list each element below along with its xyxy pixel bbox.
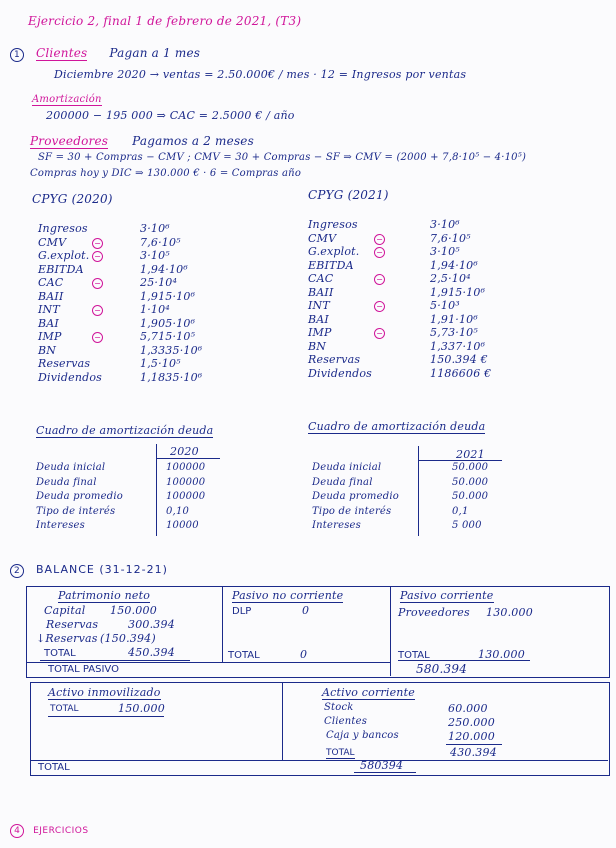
cpyg-row-value: 3·10⁵ (430, 245, 460, 258)
deuda-row-value: 10000 (166, 520, 199, 531)
cpyg-row-value: 1,5·10⁵ (140, 357, 181, 370)
ejercicios-label: EJERCICIOS (33, 826, 89, 836)
cpyg-row-value: 5,73·10⁵ (430, 326, 478, 339)
cpyg-row-label: BAI (308, 312, 329, 326)
minus-circle-icon: − (92, 332, 103, 343)
pn-row-label: Capital (44, 604, 86, 617)
section-1-header (10, 46, 200, 62)
section-number: 4 (10, 824, 24, 838)
cpyg-row-value: 1,915·10⁶ (430, 285, 486, 299)
cpyg-row-value: 1,905·10⁶ (140, 316, 196, 330)
cpyg-row-label: Dividendos (38, 370, 103, 384)
anc-header: Activo inmovilizado (48, 686, 161, 699)
cpyg-row-label: CMV (308, 231, 337, 245)
cpyg-row-value: 1,1835·10⁶ (140, 370, 203, 384)
section-4-header (10, 818, 89, 838)
minus-circle-icon: − (92, 305, 103, 316)
cpyg-row-label: IMP (38, 330, 62, 343)
deuda-row-label: Intereses (36, 520, 86, 531)
deuda-row-label: Deuda promedio (36, 491, 123, 502)
cpyg-row-label: BN (38, 343, 57, 357)
deuda-row-value: 100000 (166, 462, 206, 473)
cpyg-row-value: 5,715·10⁵ (140, 330, 196, 343)
page-title: Ejercicio 2, final 1 de febrero de 2021, (T3) (28, 14, 302, 28)
cpyg-row-label: Ingresos (308, 218, 358, 231)
deuda-row-label: Intereses (312, 520, 362, 531)
deuda-row-value: 100000 (166, 491, 206, 502)
deuda-row-value: 0,1 (452, 505, 469, 517)
cpyg-row-value: 3·10⁵ (140, 249, 170, 262)
cpyg-row-label: BAII (38, 289, 64, 303)
ac-row-value: 120.000 (448, 730, 495, 743)
section-number: 1 (10, 48, 24, 62)
cpyg-row-value: 1,915·10⁶ (140, 289, 196, 303)
cpyg-row-value: 3·10⁶ (430, 218, 460, 231)
pc-proveedores-label: Proveedores (398, 606, 470, 619)
deuda-row-label: Deuda inicial (36, 462, 106, 473)
minus-circle-icon: − (374, 301, 385, 312)
ac-row-label: Clientes (324, 716, 368, 727)
deuda-row-label: Tipo de interés (312, 505, 392, 517)
minus-circle-icon: − (374, 328, 385, 339)
cpyg-row-label: INT (308, 299, 330, 312)
cpyg-row-label: BAI (38, 316, 59, 330)
pnc-dlp-label: DLP (232, 606, 252, 617)
deuda-2020-title: Cuadro de amortización deuda (36, 424, 214, 437)
proveedores-formula-1: SF = 30 + Compras − CMV ; CMV = 30 + Compras − SF ⇒ CMV = (2000 + 7,8·10⁵ − 4·10⁵) (38, 152, 527, 163)
balance-header (10, 562, 168, 578)
ac-total-value: 430.394 (450, 746, 497, 759)
cpyg-row-label: Ingresos (38, 222, 88, 235)
balance-title: BALANCE (31-12-21) (36, 563, 168, 576)
pc-proveedores-value: 130.000 (486, 606, 533, 619)
deuda-row-label: Tipo de interés (36, 505, 116, 517)
cpyg-row-value: 7,6·10⁵ (140, 235, 181, 249)
pn-row-label: ↓Reservas (36, 632, 98, 645)
cpyg-row-value: 1,3335·10⁶ (140, 343, 203, 357)
proveedores-text: Pagamos a 2 meses (132, 134, 254, 148)
cpyg-row-value: 150.394 € (430, 353, 488, 366)
deuda-row-value: 100000 (166, 476, 206, 488)
deuda-2021-title: Cuadro de amortización deuda (308, 420, 486, 433)
cpyg-2020-header: CPYG (2020) (32, 192, 113, 206)
pn-row-value: 150.000 (110, 604, 157, 617)
minus-circle-icon: − (374, 234, 385, 245)
cpyg-row-value: 1,337·10⁶ (430, 339, 486, 353)
cpyg-row-label: G.explot. (308, 245, 360, 258)
anc-total-label: TOTAL (50, 704, 79, 714)
cpyg-row-label: EBITDA (308, 258, 354, 272)
clientes-formula: Diciembre 2020 → ventas = 2.50.000€ / mes · 12 = Ingresos por ventas (54, 68, 467, 81)
pnc-total-value: 0 (300, 648, 308, 661)
minus-circle-icon: − (92, 238, 103, 249)
total-pasivo-value: 580.394 (416, 662, 468, 676)
proveedores-formula-2: Compras hoy y DIC ⇒ 130.000 € · 6 = Compras año (30, 168, 302, 179)
cpyg-2021-header: CPYG (2021) (308, 188, 389, 202)
minus-circle-icon: − (374, 247, 385, 258)
cpyg-row-value: 1,91·10⁶ (430, 312, 478, 326)
deuda-row-value: 50.000 (452, 476, 489, 488)
cpyg-row-label: Reservas (38, 357, 91, 370)
cpyg-row-value: 3·10⁶ (140, 222, 170, 235)
cpyg-row-value: 1,94·10⁶ (430, 258, 478, 272)
deuda-row-label: Deuda inicial (312, 462, 382, 473)
deuda-row-value: 50.000 (452, 491, 489, 502)
minus-circle-icon: − (92, 251, 103, 262)
cpyg-row-label: CMV (38, 235, 67, 249)
deuda-row-value: 50.000 (452, 462, 489, 473)
pc-total-label: TOTAL (398, 650, 430, 661)
cpyg-row-value: 1,94·10⁶ (140, 262, 188, 276)
minus-circle-icon: − (92, 278, 103, 289)
cpyg-row-value: 2,5·10⁴ (430, 272, 471, 285)
deuda-2021-year: 2021 (456, 448, 485, 461)
cpyg-row-value: 1186606 € (430, 366, 492, 380)
deuda-row-label: Deuda final (312, 476, 373, 488)
minus-circle-icon: − (374, 274, 385, 285)
proveedores-label: Proveedores (30, 134, 109, 148)
pc-header: Pasivo corriente (400, 589, 494, 602)
cpyg-row-label: CAC (308, 272, 334, 285)
pn-total-label: TOTAL (44, 648, 76, 659)
anc-total-value: 150.000 (118, 702, 165, 715)
balance-total-value: 580394 (360, 759, 404, 772)
cpyg-row-label: Reservas (308, 353, 361, 366)
proveedores-header (30, 134, 254, 148)
deuda-row-value: 0,10 (166, 505, 190, 517)
cpyg-row-label: G.explot. (38, 249, 90, 262)
deuda-row-value: 5 000 (452, 520, 482, 531)
balance-total-label: TOTAL (38, 762, 70, 773)
cpyg-row-value: 25·10⁴ (140, 276, 178, 289)
cpyg-row-label: Dividendos (308, 366, 373, 380)
pc-total-value: 130.000 (478, 648, 525, 661)
pn-row-value: 300.394 (128, 618, 175, 631)
cpyg-row-label: IMP (308, 326, 332, 339)
ac-row-value: 250.000 (448, 716, 495, 729)
ac-header: Activo corriente (322, 686, 415, 699)
pn-total-value: 450.394 (128, 646, 175, 659)
pnc-total-label: TOTAL (228, 650, 260, 661)
deuda-row-label: Deuda final (36, 476, 97, 488)
amortizacion-formula: 200000 − 195 000 ⇒ CAC = 2.5000 € / año (46, 109, 295, 122)
clientes-label: Clientes (36, 46, 88, 60)
total-pasivo-label: TOTAL PASIVO (48, 664, 119, 675)
cpyg-row-label: BAII (308, 285, 334, 299)
clientes-text: Pagan a 1 mes (109, 46, 201, 60)
cpyg-row-label: INT (38, 303, 60, 316)
pnc-dlp-value: 0 (302, 604, 310, 617)
ac-total-label: TOTAL (326, 748, 355, 758)
cpyg-row-label: CAC (38, 276, 64, 289)
amortizacion-label: Amortización (32, 94, 102, 105)
ac-row-label: Caja y bancos (326, 730, 399, 741)
deuda-row-label: Deuda promedio (312, 491, 399, 502)
deuda-2020-year: 2020 (170, 445, 199, 458)
pn-row-label: Reservas (46, 618, 99, 631)
ac-row-value: 60.000 (448, 702, 488, 715)
section-number: 2 (10, 564, 24, 578)
pnc-header: Pasivo no corriente (232, 589, 344, 602)
cpyg-row-value: 1·10⁴ (140, 303, 170, 316)
cpyg-row-label: BN (308, 339, 327, 353)
pn-row-value: (150.394) (100, 632, 156, 645)
ac-row-label: Stock (324, 702, 354, 713)
cpyg-row-label: EBITDA (38, 262, 84, 276)
cpyg-row-value: 5·10³ (430, 299, 460, 312)
cpyg-row-value: 7,6·10⁵ (430, 231, 471, 245)
pn-header: Patrimonio neto (58, 589, 151, 602)
